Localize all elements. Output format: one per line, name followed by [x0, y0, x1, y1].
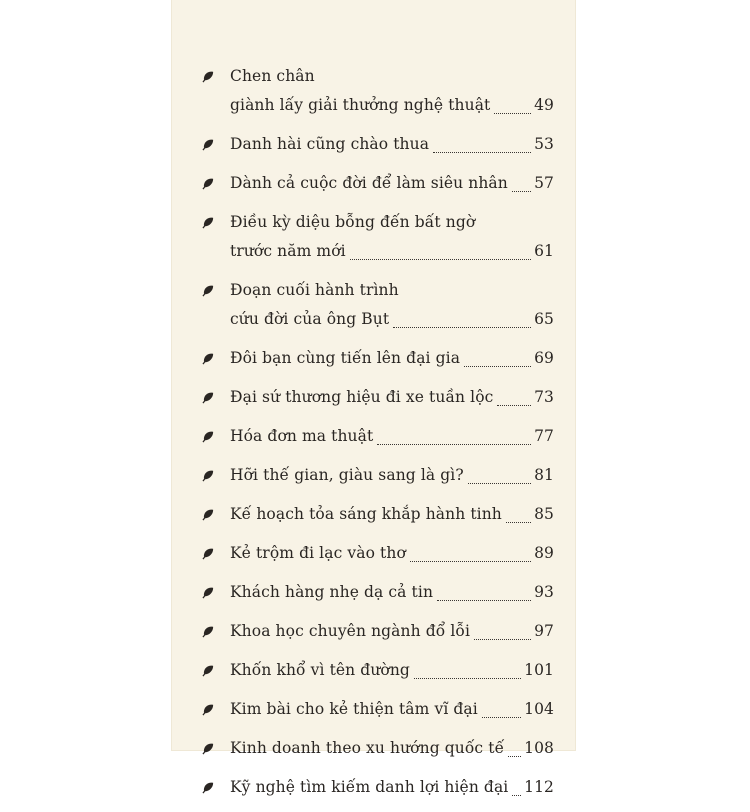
table-of-contents: [200, 62, 554, 812]
dot-leader: [468, 483, 531, 484]
toc-entry: [200, 62, 554, 120]
toc-page-number: 104: [524, 700, 554, 718]
leaf-bullet-icon: [202, 430, 215, 443]
toc-page-number: 61: [534, 242, 554, 260]
dot-leader: [350, 259, 531, 260]
toc-entry: [200, 461, 554, 490]
toc-entry: [200, 734, 554, 763]
dot-leader: [508, 756, 521, 757]
toc-entry: [200, 578, 554, 607]
toc-page-number: 89: [534, 544, 554, 562]
leaf-bullet-icon: [202, 284, 215, 297]
toc-entry-title: Kim bài cho kẻ thiện tâm vĩ đại: [230, 700, 478, 718]
toc-entry-title: Hóa đơn ma thuật: [230, 427, 374, 445]
toc-entry: [200, 276, 554, 334]
dot-leader: [474, 639, 531, 640]
toc-entry-title: Danh hài cũng chào thua: [230, 135, 430, 153]
leaf-bullet-icon: [202, 216, 215, 229]
dot-leader: [410, 561, 531, 562]
dot-leader: [377, 444, 531, 445]
toc-entry-title: Hỡi thế gian, giàu sang là gì?: [230, 466, 464, 484]
toc-entry: [200, 656, 554, 685]
leaf-bullet-icon: [202, 391, 215, 404]
toc-entry-title: Đôi bạn cùng tiến lên đại gia: [230, 349, 461, 367]
toc-page-number: 49: [534, 96, 554, 114]
toc-entry-title: Khốn khổ vì tên đường: [230, 661, 410, 679]
toc-entry-title: Dành cả cuộc đời để làm siêu nhân: [230, 174, 508, 192]
dot-leader: [494, 113, 531, 114]
toc-entry: [200, 130, 554, 159]
leaf-bullet-icon: [202, 703, 215, 716]
toc-entry-title: Khoa học chuyên ngành đổ lỗi: [230, 622, 471, 640]
toc-page-number: 85: [534, 505, 554, 523]
dot-leader: [497, 405, 531, 406]
leaf-bullet-icon: [202, 469, 215, 482]
dot-leader: [464, 366, 531, 367]
toc-entry: [200, 169, 554, 198]
toc-entry: [200, 539, 554, 568]
toc-page-number: 53: [534, 135, 554, 153]
leaf-bullet-icon: [202, 70, 215, 83]
toc-entry-title: Kế hoạch tỏa sáng khắp hành tinh: [230, 505, 502, 523]
toc-entry: [200, 617, 554, 646]
leaf-bullet-icon: [202, 352, 215, 365]
toc-page-number: 101: [524, 661, 554, 679]
toc-entry-title: Kẻ trộm đi lạc vào thơ: [230, 544, 406, 562]
toc-page-number: 81: [534, 466, 554, 484]
toc-page-number: 112: [524, 778, 554, 796]
toc-page-number: 97: [534, 622, 554, 640]
toc-entry-title: Khách hàng nhẹ dạ cả tin: [230, 583, 434, 601]
toc-page-number: 93: [534, 583, 554, 601]
leaf-bullet-icon: [202, 508, 215, 521]
dot-leader: [393, 327, 531, 328]
dot-leader: [482, 717, 521, 718]
dot-leader: [414, 678, 521, 679]
toc-entry: [200, 383, 554, 412]
toc-entry-title: Đại sứ thương hiệu đi xe tuần lộc: [230, 388, 494, 406]
toc-entry-title: Kỹ nghệ tìm kiếm danh lợi hiện đại: [230, 778, 509, 796]
leaf-bullet-icon: [202, 625, 215, 638]
leaf-bullet-icon: [202, 781, 215, 794]
toc-entry-title: giành lấy giải thưởng nghệ thuật: [230, 96, 491, 114]
dot-leader: [512, 795, 521, 796]
toc-page-number: 69: [534, 349, 554, 367]
toc-page-number: 77: [534, 427, 554, 445]
leaf-bullet-icon: [202, 138, 215, 151]
toc-entry: [200, 695, 554, 724]
toc-page-number: 73: [534, 388, 554, 406]
toc-page-number: 57: [534, 174, 554, 192]
toc-entry: [200, 773, 554, 802]
leaf-bullet-icon: [202, 586, 215, 599]
dot-leader: [437, 600, 531, 601]
toc-entry: [200, 208, 554, 266]
dot-leader: [506, 522, 531, 523]
toc-entry-title: trước năm mới: [230, 242, 346, 260]
toc-page-number: 108: [524, 739, 554, 757]
toc-entry-title-line: Chen chân: [230, 67, 315, 85]
toc-entry-title-line: Đoạn cuối hành trình: [230, 281, 399, 299]
toc-entry: [200, 422, 554, 451]
toc-entry: [200, 500, 554, 529]
dot-leader: [512, 191, 531, 192]
leaf-bullet-icon: [202, 742, 215, 755]
toc-page-number: 65: [534, 310, 554, 328]
toc-entry-title: Kinh doanh theo xu hướng quốc tế: [230, 739, 505, 757]
leaf-bullet-icon: [202, 664, 215, 677]
toc-entry-title-line: Điều kỳ diệu bỗng đến bất ngờ: [230, 213, 476, 231]
toc-entry: [200, 344, 554, 373]
leaf-bullet-icon: [202, 547, 215, 560]
dot-leader: [433, 152, 531, 153]
toc-entry-title: cứu đời của ông Bụt: [230, 310, 390, 328]
leaf-bullet-icon: [202, 177, 215, 190]
